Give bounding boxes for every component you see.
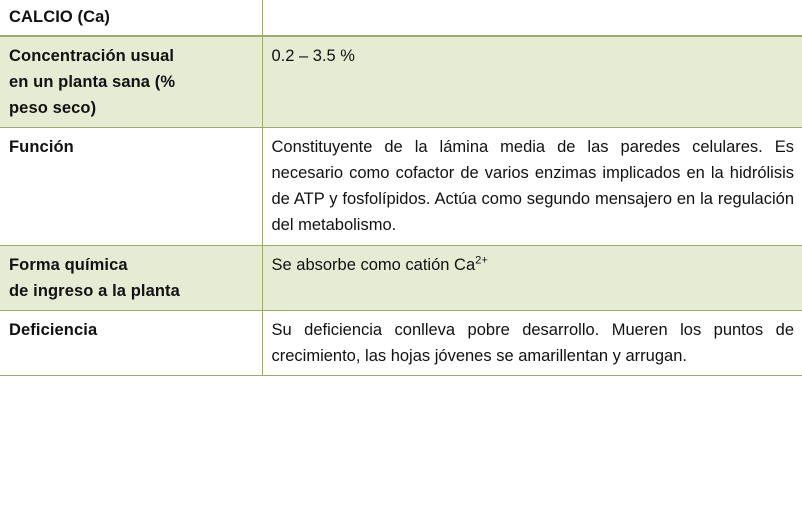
row-label-line: Concentración usual: [9, 47, 175, 66]
row-label-function: [0, 128, 262, 245]
row-value-text: Se absorbe como catión Ca: [271, 255, 476, 274]
row-value-concentration: 0.2 – 3.5 %: [262, 36, 802, 128]
row-value-chemical-form: [262, 245, 802, 310]
table-title-value: [262, 0, 802, 36]
row-label-line: Función: [9, 138, 74, 157]
table-header-row: [0, 0, 802, 36]
row-value-deficiency: Su deficiencia conlleva pobre desarrollo. Mueren los puntos de crecimiento, las hojas jóvenes se amarillentan y arrugan.: [262, 310, 802, 375]
table-row: [0, 245, 802, 310]
row-label-concentration: [0, 36, 262, 128]
ion-charge-superscript: 2+: [475, 254, 488, 266]
table-row: [0, 310, 802, 375]
row-label-line: en un planta sana (%: [9, 73, 176, 92]
table-row: [0, 128, 802, 245]
table-row: [0, 36, 802, 128]
row-label-line: peso seco): [9, 99, 97, 118]
row-label-deficiency: [0, 310, 262, 375]
row-label-line: Deficiencia: [9, 320, 98, 339]
row-label-line: de ingreso a la planta: [9, 281, 180, 300]
row-value-function: Constituyente de la lámina media de las paredes celulares. Es necesario como cofactor de varios enzimas implicados en la hidrólisis de ATP y fosfolípidos. Actúa como segundo mensajero en la regulación del metabolismo.: [262, 128, 802, 245]
table-title: CALCIO (Ca): [0, 0, 262, 36]
row-label-chemical-form: [0, 245, 262, 310]
row-label-line: Forma química: [9, 255, 128, 274]
